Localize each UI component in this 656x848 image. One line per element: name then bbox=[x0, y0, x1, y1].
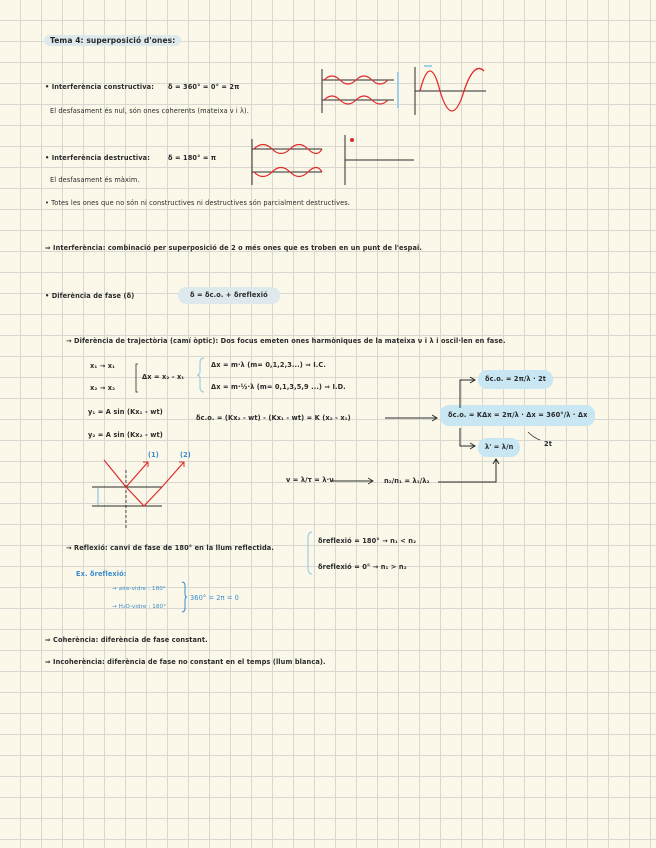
example-bracket bbox=[182, 582, 187, 612]
destructive-note: El desfasament és màxim. bbox=[50, 176, 140, 184]
example-2: → H₂O-vidre : 180° bbox=[112, 604, 167, 610]
general-note: • Totes les ones que no són ni constructives ni destructives són parcialment destructives. bbox=[45, 199, 350, 207]
dx-bracket bbox=[136, 364, 138, 392]
coherence-def: ⇒ Coherència: diferència de fase constant. bbox=[45, 636, 208, 644]
reflection-bracket bbox=[308, 532, 312, 574]
example-label: Ex. δreflexió: bbox=[76, 570, 127, 578]
interference-definition: ⇒ Interferència: combinació per superposició de 2 o més ones que es troben en un punt de l'espai. bbox=[45, 244, 422, 252]
id-condition: Δx = m·½·λ (m= 0,1,3,5,9 ...) ⇒ I.D. bbox=[211, 383, 346, 391]
dco-result: δc.o. = KΔx = 2π/λ · Δx = 360°/λ · Δx bbox=[440, 405, 595, 426]
example-result: 360° = 2π = 0 bbox=[190, 594, 239, 602]
page-title: Tema 4: superposició d'ones: bbox=[44, 35, 181, 46]
reflection-rule-2: δreflexió = 0° → n₁ > n₂ bbox=[318, 563, 407, 571]
branch-top: δc.o. = 2π/λ · 2t bbox=[478, 370, 553, 389]
destructive-waves-diagram bbox=[252, 139, 322, 185]
velocity-formula: v = λ/τ = λ·ν bbox=[286, 476, 334, 484]
path-diff-heading: → Diferència de trajectòria (camí òptic): Dos focus emeten ones harmòniques de la mateixa ν i λ i oscil·len en fase. bbox=[66, 337, 506, 345]
phase-diff-label: • Diferència de fase (δ) bbox=[45, 292, 135, 300]
x2-label: x₂ → x₂ bbox=[90, 384, 116, 392]
reflection-label: → Reflexió: canvi de fase de 180° en la llum reflectida. bbox=[66, 544, 274, 552]
side-note: 2t bbox=[544, 440, 552, 448]
ic-condition: Δx = m·λ (m= 0,1,2,3...) ⇒ I.C. bbox=[211, 361, 326, 369]
dco-equation: δc.o. = (Kx₂ - wt) - (Kx₁ - wt) = K (x₂ - x₁) bbox=[196, 414, 351, 422]
thin-film-diagram bbox=[92, 460, 184, 528]
incoherence-def: ⇒ Incoherència: diferència de fase no constant en el temps (llum blanca). bbox=[45, 658, 326, 666]
reflection-rule-1: δreflexió = 180° → n₁ < n₂ bbox=[318, 537, 417, 545]
destructive-sum-diagram bbox=[345, 135, 414, 185]
destructive-formula: δ = 180° = π bbox=[168, 154, 217, 162]
delta-x: Δx = x₂ - x₁ bbox=[142, 373, 185, 381]
constructive-waves-diagram bbox=[322, 69, 398, 113]
x1-label: x₁ → x₁ bbox=[90, 362, 116, 370]
phase-diff-formula: δ = δc.o. + δreflexió bbox=[178, 287, 280, 304]
branch-bottom: λ' = λ/n bbox=[478, 438, 520, 457]
y2-equation: y₂ = A sin (Kx₂ - wt) bbox=[88, 431, 163, 439]
index-ratio: n₂/n₁ = λ₁/λ₂ bbox=[384, 477, 430, 485]
example-1: → aire-vidre : 180° bbox=[112, 586, 166, 592]
y1-equation: y₁ = A sin (Kx₁ - wt) bbox=[88, 408, 163, 416]
ray-label-1: (1) bbox=[148, 451, 159, 459]
condition-bracket bbox=[197, 358, 204, 392]
constructive-formula: δ = 360° = 0° = 2π bbox=[168, 83, 240, 91]
ray-label-2: (2) bbox=[180, 451, 191, 459]
constructive-label: • Interferència constructiva: bbox=[45, 83, 154, 91]
constructive-note: El desfasament és nul, són ones coherents (mateixa ν i λ). bbox=[50, 107, 249, 115]
constructive-sum-diagram bbox=[415, 66, 486, 115]
destructive-label: • Interferència destructiva: bbox=[45, 154, 150, 162]
